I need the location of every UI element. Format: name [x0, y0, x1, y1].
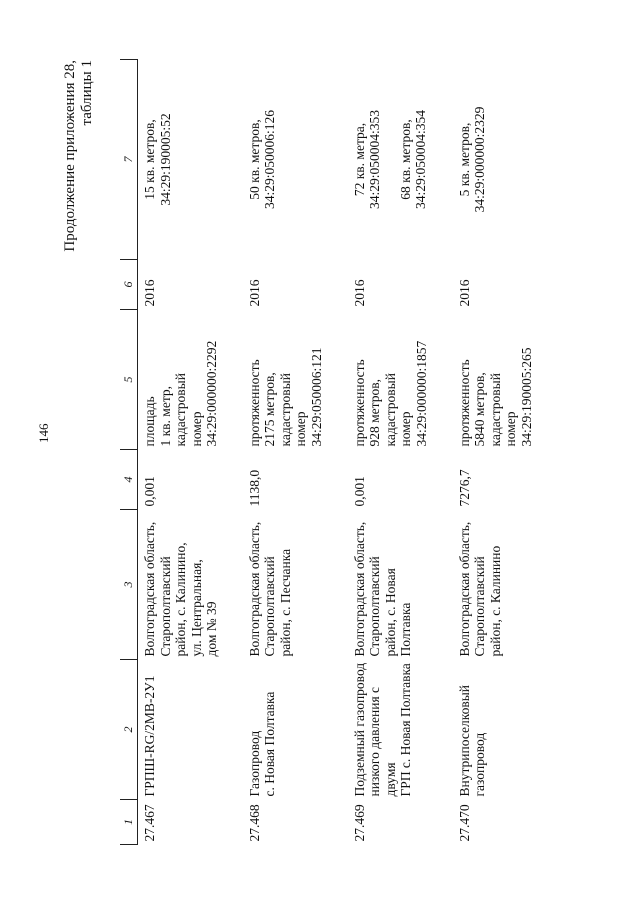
row-number: 27.469	[351, 804, 367, 842]
year-cell: 2016	[351, 279, 367, 307]
value-cell: 1138,0	[246, 469, 262, 507]
address-cell-line: Волгоградская область,	[351, 521, 367, 657]
year-cell: 2016	[246, 279, 262, 307]
object-name-cell	[138, 660, 243, 800]
rotated-page-content	[62, 60, 640, 845]
land-plot-cell-line: 68 кв. метров,	[397, 119, 413, 200]
column-number-row	[120, 60, 138, 845]
description-cell	[453, 310, 553, 450]
year-cell: 2016	[456, 279, 472, 307]
land-plot-cell-line: 34:29:050006:126	[262, 110, 277, 210]
description-cell	[138, 310, 243, 450]
table-row	[138, 60, 243, 845]
address-cell-line: Старополтавский	[472, 556, 487, 657]
column-header-2: 2	[120, 660, 138, 800]
description-cell-line: номер	[503, 411, 518, 447]
description-cell-line: 34:29:190005:265	[518, 347, 534, 447]
object-name-cell-line: ГРПШ-RG/2MB-2У1	[142, 675, 157, 797]
description-cell-line: кадастровый	[173, 373, 188, 447]
description-cell-line: протяженность	[351, 359, 367, 447]
object-name-cell	[243, 660, 348, 800]
description-cell-line: 2175 метров,	[262, 372, 277, 447]
object-name-cell-line: газопровод	[472, 732, 487, 797]
row-number: 27.468	[246, 804, 262, 842]
year-cell: 2016	[142, 279, 157, 307]
row-number: 27.470	[456, 804, 472, 842]
description-cell-line: кадастровый	[382, 373, 398, 447]
property-table	[120, 59, 553, 845]
land-plot-cell-line: 34:29:000000:2329	[472, 106, 487, 213]
object-name-cell	[348, 660, 453, 800]
value-cell: 0,001	[142, 476, 157, 507]
description-cell-line: 34:29:000000:1857	[413, 340, 429, 447]
object-name-cell	[453, 660, 553, 800]
address-cell-line: ул. Центральная,	[188, 559, 204, 657]
column-header-6: 6	[120, 260, 138, 310]
land-plot-cell-line: 15 кв. метров,	[142, 119, 157, 200]
page-number: 146	[36, 423, 51, 443]
address-cell-line: Волгоградская область,	[142, 521, 157, 657]
address-cell-line: Полтавка	[398, 602, 413, 657]
object-name-cell-line: ГРП с. Новая Полтавка	[398, 663, 413, 797]
description-cell-line: номер	[188, 411, 204, 447]
table-row	[453, 60, 553, 845]
column-header-4: 4	[120, 450, 138, 510]
address-cell	[243, 510, 348, 660]
description-cell	[348, 310, 453, 450]
column-header-7: 7	[120, 60, 138, 260]
object-name-cell-line: Внутрипоселковый	[456, 684, 472, 797]
land-plot-cell	[138, 60, 243, 260]
object-name-cell-line: Газопровод	[246, 730, 262, 797]
description-cell-line: 1 кв. метр,	[157, 385, 173, 447]
address-cell	[348, 510, 453, 660]
land-plot-cell-line: 34:29:050004:354	[413, 110, 428, 210]
description-cell-line: протяженность	[246, 359, 262, 447]
description-cell-line: 928 метров,	[367, 379, 382, 447]
object-name-cell-line: Подземный газопровод	[351, 662, 367, 797]
address-cell	[453, 510, 553, 660]
column-header-5: 5	[120, 310, 138, 450]
address-cell-line: Волгоградская область,	[456, 521, 472, 657]
column-header-1: 1	[120, 800, 138, 845]
description-cell-line: номер	[293, 411, 308, 447]
description-cell-line: номер	[398, 411, 413, 447]
address-cell-line: район, с. Новая	[382, 568, 398, 657]
description-cell-line: протяженность	[456, 359, 472, 447]
land-plot-cell	[348, 60, 453, 260]
land-plot-cell	[243, 60, 348, 260]
address-cell-line: район, с. Калинино,	[173, 542, 188, 657]
land-plot-cell-line	[383, 63, 398, 257]
address-cell-line: Волгоградская область,	[246, 521, 262, 657]
description-cell	[243, 310, 348, 450]
land-plot-cell-line: 5 кв. метров,	[456, 122, 472, 197]
table-caption	[62, 60, 96, 252]
address-cell-line: Старополтавский	[157, 556, 173, 657]
address-cell-line: Старополтавский	[367, 556, 382, 657]
land-plot-cell-line: 72 кв. метра,	[351, 122, 367, 197]
caption-line-1: Продолжение приложения 28,	[62, 60, 78, 252]
row-number: 27.467	[142, 804, 157, 842]
description-cell-line: 5840 метров,	[472, 372, 487, 447]
description-cell-line: площадь	[142, 396, 157, 447]
land-plot-cell-line: 34:29:050004:353	[367, 110, 382, 210]
description-cell-line: кадастровый	[487, 373, 503, 447]
address-cell-line: дом № 39	[204, 601, 219, 657]
value-cell: 0,001	[351, 476, 367, 507]
caption-line-2: таблицы 1	[79, 60, 95, 126]
land-plot-cell	[453, 60, 553, 260]
land-plot-cell-line: 34:29:190005:52	[157, 113, 173, 206]
table-body	[138, 60, 553, 845]
value-cell: 7276,7	[456, 469, 472, 507]
address-cell-line: район, с. Песчанка	[277, 548, 293, 657]
object-name-cell-line: с. Новая Полтавка	[262, 691, 277, 797]
description-cell-line: 34:29:050006:121	[308, 347, 324, 447]
address-cell-line: Старополтавский	[262, 556, 277, 657]
land-plot-cell-line: 50 кв. метров,	[246, 119, 262, 200]
table-row	[348, 60, 453, 845]
address-cell-line: район, с. Калинино	[487, 545, 503, 657]
object-name-cell-line: низкого давления с двумя	[367, 686, 398, 797]
description-cell-line: кадастровый	[277, 373, 293, 447]
address-cell	[138, 510, 243, 660]
column-header-3: 3	[120, 510, 138, 660]
description-cell-line: 34:29:000000:2292	[204, 340, 219, 447]
table-row	[243, 60, 348, 845]
